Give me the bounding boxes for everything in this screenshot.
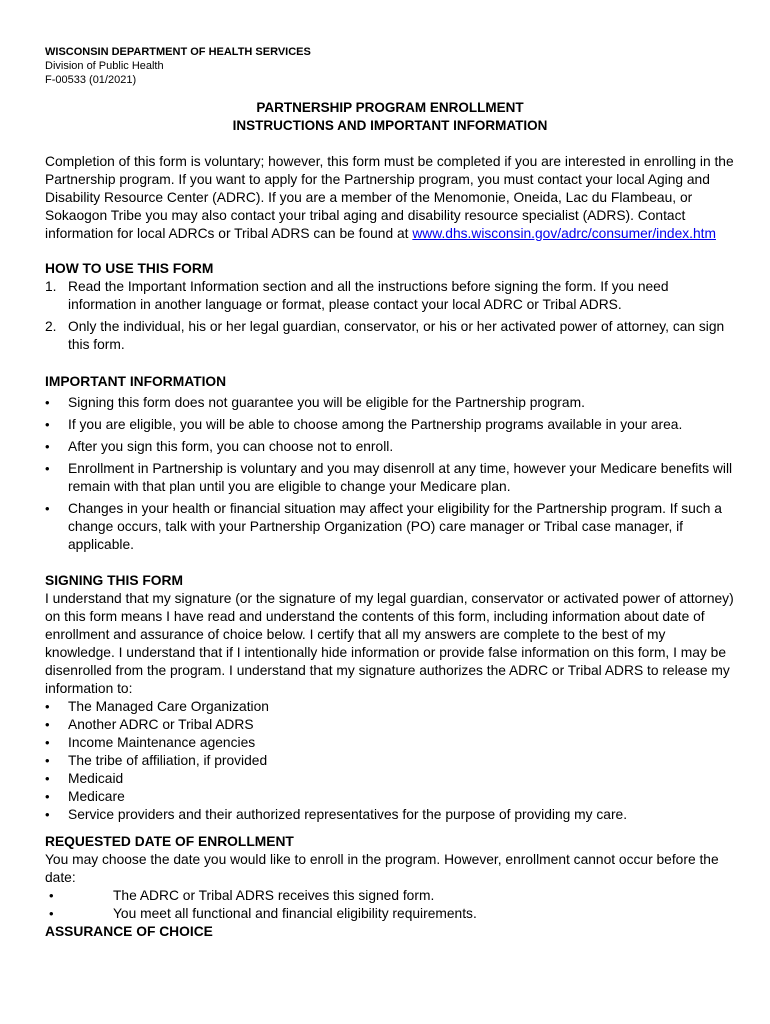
item-text: Another ADRC or Tribal ADRS (68, 717, 254, 732)
bullet-icon: • (45, 789, 50, 804)
signing-section (45, 572, 735, 824)
division-name: Division of Public Health (45, 60, 164, 72)
item-text: Read the Important Information section and all the instructions before signing the form. If you need information in another language or format, please contact your local ADRC or Tribal ADRS. (68, 279, 669, 312)
list-item (45, 905, 735, 923)
form-header (45, 45, 735, 87)
bullet-icon: • (45, 699, 50, 714)
document-title (45, 99, 735, 135)
item-text: You meet all functional and financial eligibility requirements. (113, 906, 477, 921)
item-text: Only the individual, his or her legal guardian, conservator, or his or her activated power of attorney, can sign this form. (68, 319, 725, 352)
title-line-1: PARTNERSHIP PROGRAM ENROLLMENT (256, 100, 524, 115)
assurance-section (45, 923, 735, 941)
list-item (45, 416, 735, 434)
item-text: Medicare (68, 789, 125, 804)
item-number: 2. (45, 319, 57, 334)
how-to-use-list (45, 278, 735, 354)
list-item (45, 278, 735, 314)
bullet-icon: • (45, 807, 50, 822)
requested-date-text: You may choose the date you would like to enroll in the program. However, enrollment cannot occur before the date: (45, 852, 719, 885)
bullet-icon: • (49, 906, 54, 921)
item-number: 1. (45, 279, 57, 294)
list-item (45, 460, 735, 496)
form-id: F-00533 (01/2021) (45, 74, 137, 86)
section-heading: REQUESTED DATE OF ENROLLMENT (45, 834, 294, 849)
item-text: Changes in your health or financial situation may affect your eligibility for the Partnership program. If such a change occurs, talk with your Partnership Organization (PO) care manager or Tribal case manager, if applicable. (68, 501, 722, 552)
intro-text: Completion of this form is voluntary; however, this form must be completed if you are interested in enrolling in the Partnership program. If you want to apply for the Partnership program, you must contact your local Aging and Disability Resource Center (ADRC). If you are a member of the Menomonie, Oneida, Lac du Flambeau, or Sokaogon Tribe you may also contact your tribal aging and disability resource specialist (ADRS). Contact information for local ADRCs or Tribal ADRS can be found at (45, 154, 734, 241)
section-heading: SIGNING THIS FORM (45, 573, 183, 588)
item-text: Enrollment in Partnership is voluntary and you may disenroll at any time, however your Medicare benefits will remain with that plan until you are eligible to change your Medicare plan. (68, 461, 733, 494)
bullet-icon: • (45, 735, 50, 750)
important-info-section (45, 373, 735, 554)
bullet-icon: • (45, 395, 50, 410)
bullet-icon: • (45, 417, 50, 432)
section-heading: ASSURANCE OF CHOICE (45, 924, 213, 939)
list-item (45, 887, 735, 905)
list-item (45, 716, 735, 734)
bullet-icon: • (45, 501, 50, 516)
item-text: After you sign this form, you can choose not to enroll. (68, 439, 394, 454)
item-text: Signing this form does not guarantee you will be eligible for the Partnership program. (68, 395, 585, 410)
important-info-list (45, 394, 735, 554)
bullet-icon: • (49, 888, 54, 903)
item-text: The Managed Care Organization (68, 699, 269, 714)
list-item (45, 788, 735, 806)
adrc-link[interactable]: www.dhs.wisconsin.gov/adrc/consumer/index.htm (412, 226, 716, 241)
bullet-icon: • (45, 771, 50, 786)
bullet-icon: • (45, 439, 50, 454)
list-item (45, 734, 735, 752)
how-to-use-section (45, 260, 735, 354)
list-item (45, 500, 735, 554)
list-item (45, 770, 735, 788)
list-item (45, 806, 735, 824)
agency-name: WISCONSIN DEPARTMENT OF HEALTH SERVICES (45, 46, 311, 58)
release-list (45, 698, 735, 824)
bullet-icon: • (45, 461, 50, 476)
title-line-2: INSTRUCTIONS AND IMPORTANT INFORMATION (232, 118, 548, 133)
section-heading: IMPORTANT INFORMATION (45, 374, 227, 389)
list-item (45, 438, 735, 456)
section-heading: HOW TO USE THIS FORM (45, 261, 214, 276)
item-text: Service providers and their authorized representatives for the purpose of providing my care. (68, 807, 628, 822)
bullet-icon: • (45, 717, 50, 732)
list-item (45, 394, 735, 412)
item-text: Medicaid (68, 771, 124, 786)
bullet-icon: • (45, 753, 50, 768)
signing-text: I understand that my signature (or the signature of my legal guardian, conservator or activated power of attorney) on this form means I have read and understand the contents of this form, including information about date of enrollment and assurance of choice below. I certify that all my answers are complete to the best of my knowledge. I understand that if I intentionally hide information or provide false information on this form, I may be disenrolled from the program. I understand that my signature authorizes the ADRC or Tribal ADRS to release my information to: (45, 591, 734, 696)
form-page (45, 45, 735, 941)
list-item (45, 752, 735, 770)
item-text: If you are eligible, you will be able to choose among the Partnership programs available in your area. (68, 417, 683, 432)
list-item (45, 698, 735, 716)
requested-date-section (45, 833, 735, 923)
intro-paragraph (45, 153, 735, 243)
item-text: The ADRC or Tribal ADRS receives this signed form. (113, 888, 435, 903)
item-text: Income Maintenance agencies (68, 735, 256, 750)
requested-date-list (45, 887, 735, 923)
item-text: The tribe of affiliation, if provided (68, 753, 268, 768)
list-item (45, 318, 735, 354)
